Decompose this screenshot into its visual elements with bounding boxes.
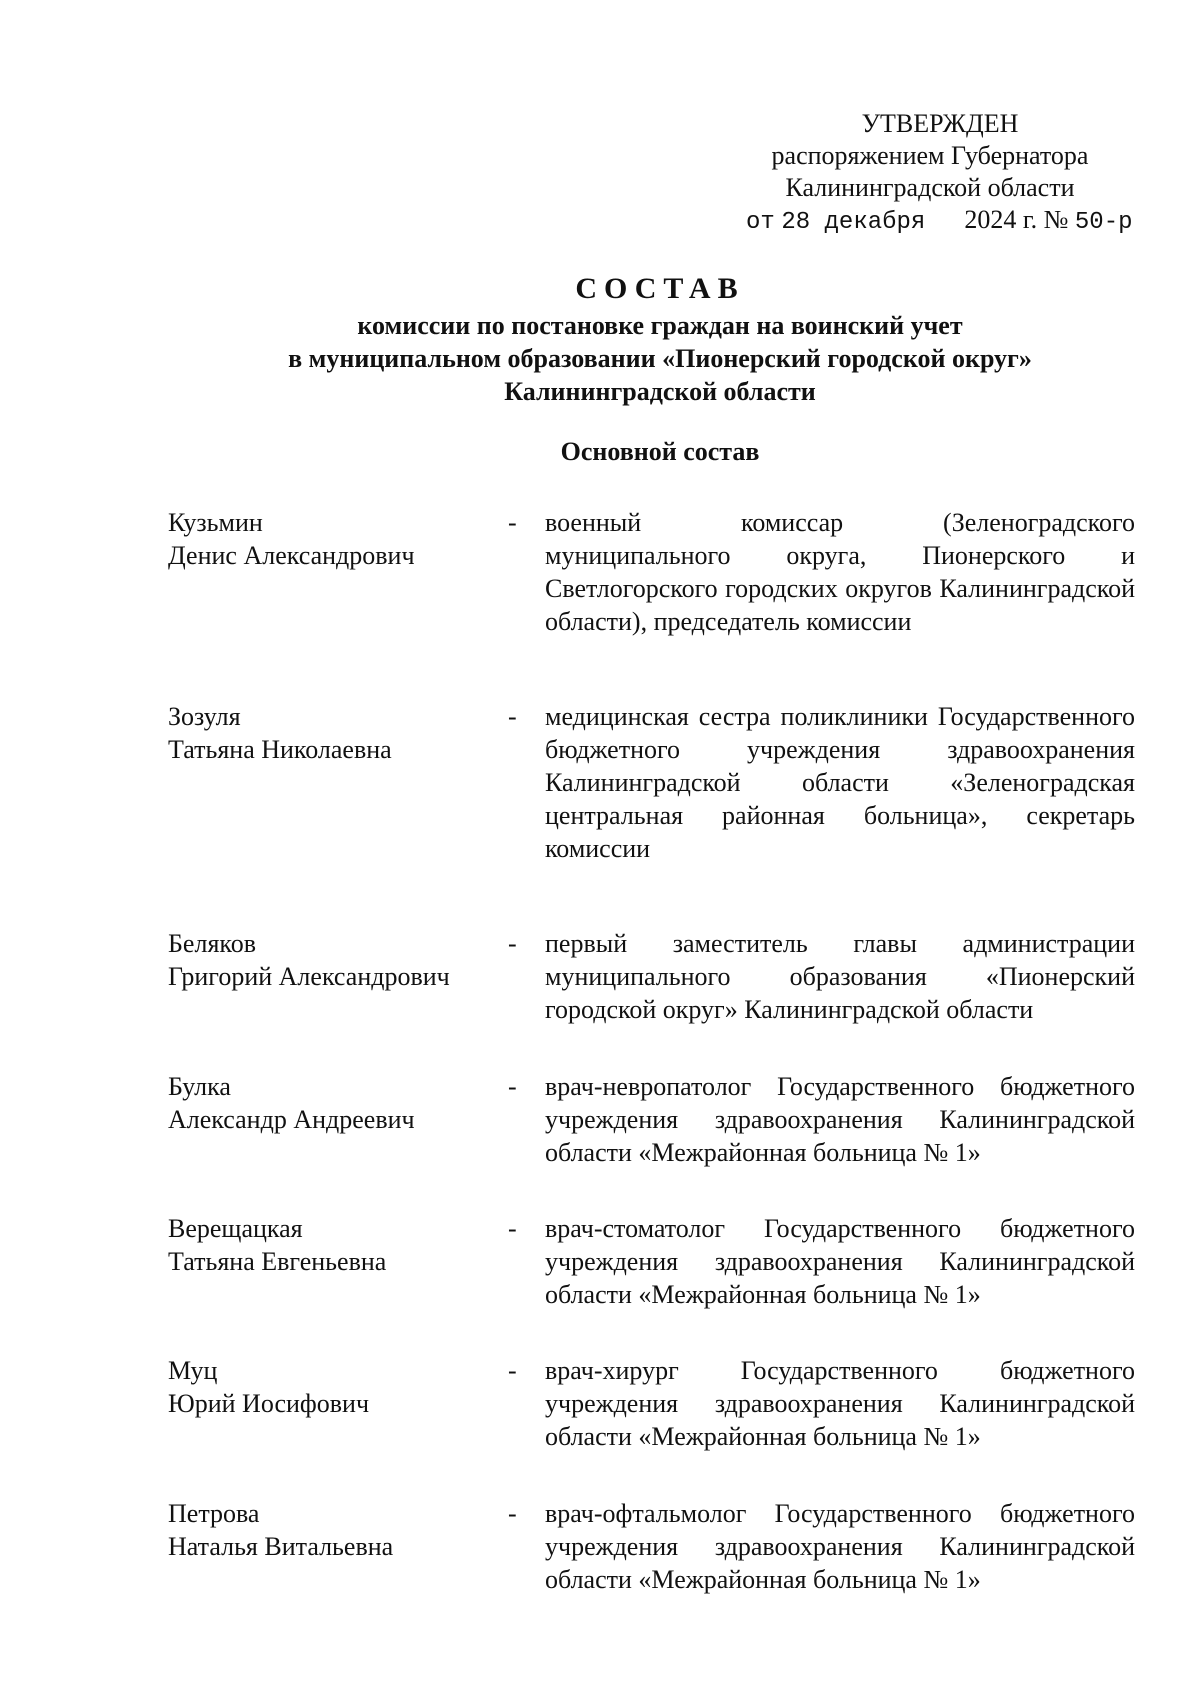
- member-row: [168, 700, 1143, 865]
- member-role: врач-стоматолог Государственного бюджетного учреждения здравоохранения Калининградской области «Межрайонная больница № 1»: [545, 1214, 1135, 1309]
- order-number: 50-р: [1074, 209, 1133, 236]
- member-given-name: Григорий Александрович: [168, 962, 450, 991]
- member-surname: Верещацкая: [168, 1214, 303, 1243]
- date-year: 2024 г.: [964, 205, 1038, 234]
- member-role: врач-офтальмолог Государственного бюджетного учреждения здравоохранения Калининградской области «Межрайонная больница № 1»: [545, 1499, 1135, 1594]
- member-row: [168, 1212, 1143, 1311]
- member-role: врач-невропатолог Государственного бюджетного учреждения здравоохранения Калининградской области «Межрайонная больница № 1»: [545, 1072, 1135, 1167]
- member-dash: -: [508, 1214, 517, 1243]
- member-row: [168, 1497, 1143, 1596]
- member-given-name: Татьяна Николаевна: [168, 735, 392, 764]
- member-role: медицинская сестра поликлиники Государственного бюджетного учреждения здравоохранения Калининградской области «Зеленоградская центральная районная больница», секретарь комиссии: [545, 702, 1135, 863]
- members-list: [168, 506, 1143, 1596]
- member-row: [168, 1354, 1143, 1453]
- member-dash: -: [508, 1499, 517, 1528]
- section-title: Основной состав: [560, 437, 760, 466]
- member-surname: Петрова: [168, 1499, 260, 1528]
- approved-label: УТВЕРЖДЕН: [861, 109, 1019, 138]
- date-prefix: от: [746, 209, 775, 236]
- member-role: врач-хирург Государственного бюджетного учреждения здравоохранения Калининградской области «Межрайонная больница № 1»: [545, 1356, 1135, 1451]
- member-surname: Беляков: [168, 929, 256, 958]
- member-row: [168, 506, 1143, 638]
- member-role: военный комиссар (Зеленоградского муниципального округа, Пионерского и Светлогорского городских округов Калининградской области), председатель комиссии: [545, 508, 1135, 636]
- member-row: [168, 927, 1143, 1026]
- heading-line-1: комиссии по постановке граждан на воинский учет: [357, 311, 963, 340]
- member-surname: Муц: [168, 1356, 218, 1385]
- approval-stamp: [700, 108, 1160, 236]
- member-role: первый заместитель главы администрации муниципального образования «Пионерский городской округ» Калининградской области: [545, 929, 1135, 1024]
- date-day-month: 28 декабря: [781, 209, 926, 236]
- member-given-name: Юрий Иосифович: [168, 1389, 370, 1418]
- approved-by-order: распоряжением Губернатора: [771, 141, 1089, 170]
- member-given-name: Наталья Витальевна: [168, 1532, 394, 1561]
- heading-line-2: в муниципальном образовании «Пионерский городской округ»: [288, 344, 1032, 373]
- member-dash: -: [508, 702, 517, 731]
- member-row: [168, 1070, 1143, 1169]
- member-dash: -: [508, 1356, 517, 1385]
- heading-line-3: Калининградской области: [504, 377, 816, 406]
- member-dash: -: [508, 1072, 517, 1101]
- approved-region: Калининградской области: [785, 173, 1075, 202]
- member-given-name: Денис Александрович: [168, 541, 415, 570]
- member-dash: -: [508, 929, 517, 958]
- member-given-name: Александр Андреевич: [168, 1105, 415, 1134]
- member-given-name: Татьяна Евгеньевна: [168, 1247, 387, 1276]
- document-title: СОСТАВ: [575, 272, 745, 305]
- member-surname: Зозуля: [168, 702, 241, 731]
- member-surname: Кузьмин: [168, 508, 263, 537]
- member-dash: -: [508, 508, 517, 537]
- member-surname: Булка: [168, 1072, 231, 1101]
- approval-date-line: [746, 204, 1133, 239]
- document-heading: [0, 272, 1200, 408]
- number-sign: №: [1043, 205, 1069, 234]
